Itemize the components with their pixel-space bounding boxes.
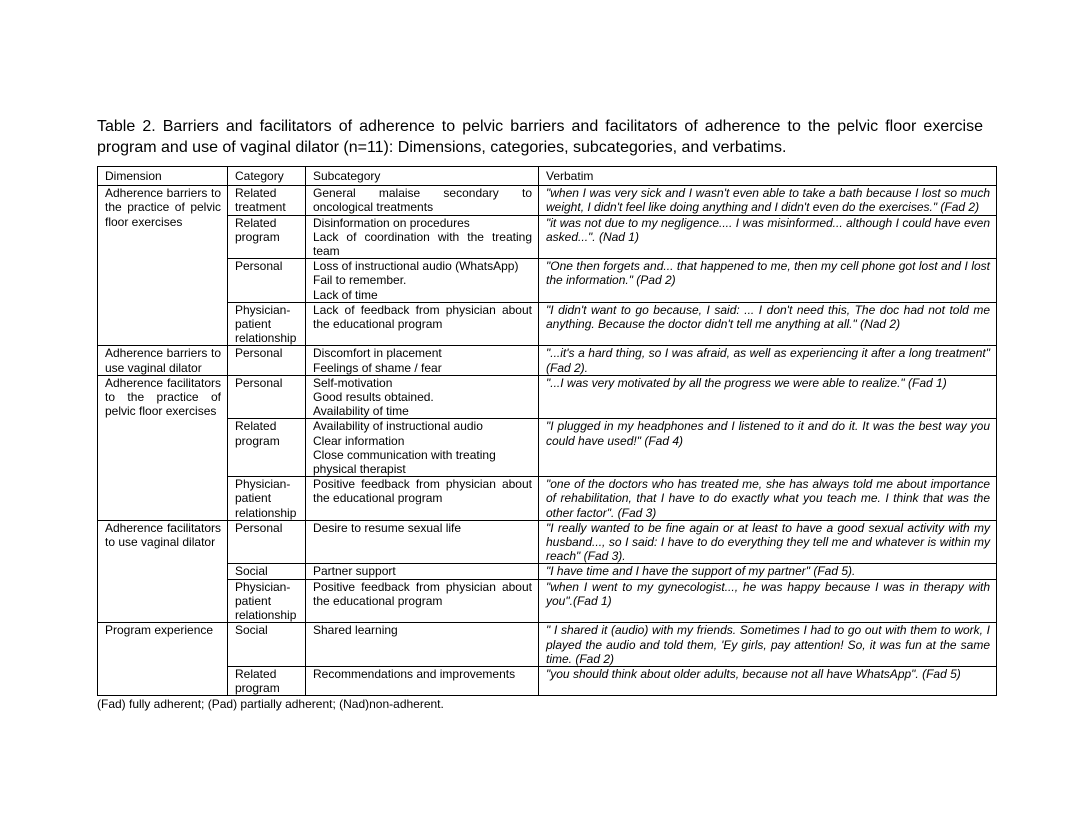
subcategory-cell	[306, 477, 539, 521]
verbatim-cell: " I shared it (audio) with my friends. Sometimes I had to go out with them to work, I played the audio and told them, 'Ey girls, pay attention! So, it was fun at the same time. (Fad 2)	[539, 623, 997, 667]
subcategory-item: Shared learning	[313, 623, 398, 638]
subcategory-cell	[306, 520, 539, 564]
dimension-cell: Adherence facilitators to the practice of pelvic floor exercises	[98, 375, 228, 520]
category-cell: Personal	[228, 375, 306, 419]
verbatim-cell: "it was not due to my negligence.... I was misinformed... although I could have even asked...". (Nad 1)	[539, 215, 997, 259]
subcategory-item: Feelings of shame / fear	[313, 360, 442, 375]
header-subcategory: Subcategory	[306, 167, 539, 186]
subcategory-item: Fail to remember.	[313, 273, 407, 288]
table-row	[98, 520, 997, 564]
subcategory-item: Clear information	[313, 433, 405, 448]
subcategory-cell	[306, 579, 539, 623]
subcategory-item: Desire to resume sexual life	[313, 520, 462, 535]
category-cell: Personal	[228, 346, 306, 375]
subcategory-item: Lack of coordination with the treating team	[313, 229, 532, 259]
subcategory-item: Positive feedback from physician about the educational program	[313, 579, 532, 608]
table-row	[98, 215, 997, 259]
subcategory-cell	[306, 419, 539, 477]
table-row	[98, 477, 997, 521]
verbatim-cell: "...it's a hard thing, so I was afraid, as well as experiencing it after a long treatment" (Fad 2).	[539, 346, 997, 375]
table-row	[98, 579, 997, 623]
subcategory-item: Lack of feedback from physician about the educational program	[313, 302, 532, 332]
subcategory-item: Close communication with treating physical therapist	[313, 447, 496, 477]
verbatim-cell: "I really wanted to be fine again or at least to have a good sexual activity with my husband..., so I said: I have to do everything they tell me and whatever is within my reach" (Fad 3).	[539, 520, 997, 564]
subcategory-item: Availability of instructional audio	[313, 419, 483, 434]
table-row	[98, 259, 997, 303]
dimension-cell: Adherence barriers to the practice of pelvic floor exercises	[98, 186, 228, 346]
dimension-cell: Adherence barriers to use vaginal dilator	[98, 346, 228, 375]
table-footnote: (Fad) fully adherent; (Pad) partially adherent; (Nad)non-adherent.	[97, 697, 444, 712]
category-cell: Related treatment	[228, 186, 306, 215]
table-row	[98, 186, 997, 215]
subcategory-cell	[306, 346, 539, 375]
subcategory-cell	[306, 302, 539, 346]
subcategory-item: General malaise secondary to oncological treatments	[313, 186, 532, 215]
subcategory-item: Positive feedback from physician about the educational program	[313, 477, 532, 506]
subcategory-item: Lack of time	[313, 287, 378, 302]
category-cell: Physician-patient relationship	[228, 302, 306, 346]
category-cell: Related program	[228, 215, 306, 259]
verbatim-cell: "I plugged in my headphones and I listened to it and do it. It was the best way you could have used!" (Fad 4)	[539, 419, 997, 477]
verbatim-cell: "I have time and I have the support of my partner" (Fad 5).	[539, 564, 997, 579]
subcategory-cell	[306, 186, 539, 215]
verbatim-cell: "when I went to my gynecologist..., he was happy because I was in therapy with you".(Fad 1)	[539, 579, 997, 623]
category-cell: Social	[228, 623, 306, 667]
subcategory-item: Recommendations and improvements	[313, 666, 516, 681]
verbatim-cell: "One then forgets and... that happened to me, then my cell phone got lost and I lost the information." (Pad 2)	[539, 259, 997, 303]
header-dimension: Dimension	[98, 167, 228, 186]
category-cell: Physician-patient relationship	[228, 579, 306, 623]
category-cell: Physician-patient relationship	[228, 477, 306, 521]
subcategory-item: Discomfort in placement	[313, 346, 442, 361]
table-row	[98, 666, 997, 695]
verbatim-cell: "when I was very sick and I wasn't even able to take a bath because I lost so much weight, I didn't feel like doing anything and I didn't even do the exercises." (Fad 2)	[539, 186, 997, 215]
subcategory-item: Disinformation on procedures	[313, 215, 470, 230]
verbatim-cell: "I didn't want to go because, I said: ... I don't need this, The doc had not told me anything. Because the doctor didn't tell me anything at all." (Nad 2)	[539, 302, 997, 346]
subcategory-cell	[306, 375, 539, 419]
subcategory-cell	[306, 666, 539, 695]
table-row	[98, 346, 997, 375]
table-row	[98, 375, 997, 419]
subcategory-cell	[306, 623, 539, 667]
category-cell: Related program	[228, 419, 306, 477]
subcategory-cell	[306, 259, 539, 303]
verbatim-cell: "...I was very motivated by all the progress we were able to realize." (Fad 1)	[539, 375, 997, 419]
subcategory-item: Availability of time	[313, 404, 409, 419]
subcategory-cell	[306, 564, 539, 579]
category-cell: Related program	[228, 666, 306, 695]
header-verbatim: Verbatim	[539, 167, 997, 186]
subcategory-item: Loss of instructional audio (WhatsApp)	[313, 259, 519, 274]
header-category: Category	[228, 167, 306, 186]
dimension-cell: Program experience	[98, 623, 228, 696]
category-cell: Personal	[228, 520, 306, 564]
verbatim-cell: "one of the doctors who has treated me, she has always told me about importance of rehabilitation, that I have to do exactly what you teach me. I think that was the other factor". (Fad 3)	[539, 477, 997, 521]
subcategory-cell	[306, 215, 539, 259]
subcategory-item: Self-motivation	[313, 375, 393, 390]
category-cell: Social	[228, 564, 306, 579]
table-row	[98, 623, 997, 667]
subcategory-item: Partner support	[313, 564, 396, 579]
table-caption: Table 2. Barriers and facilitators of adherence to pelvic barriers and facilitators of adherence to the pelvic floor exercise program and use of vaginal dilator (n=11): Dimensions, categories, subcategories, and verbatims.	[97, 118, 983, 156]
table-row	[98, 302, 997, 346]
category-cell: Personal	[228, 259, 306, 303]
table-row	[98, 564, 997, 579]
results-table	[97, 166, 997, 696]
table-header-row	[98, 167, 997, 186]
table-row	[98, 419, 997, 477]
dimension-cell: Adherence facilitators to use vaginal dilator	[98, 520, 228, 622]
verbatim-cell: "you should think about older adults, because not all have WhatsApp". (Fad 5)	[539, 666, 997, 695]
subcategory-item: Good results obtained.	[313, 390, 434, 405]
